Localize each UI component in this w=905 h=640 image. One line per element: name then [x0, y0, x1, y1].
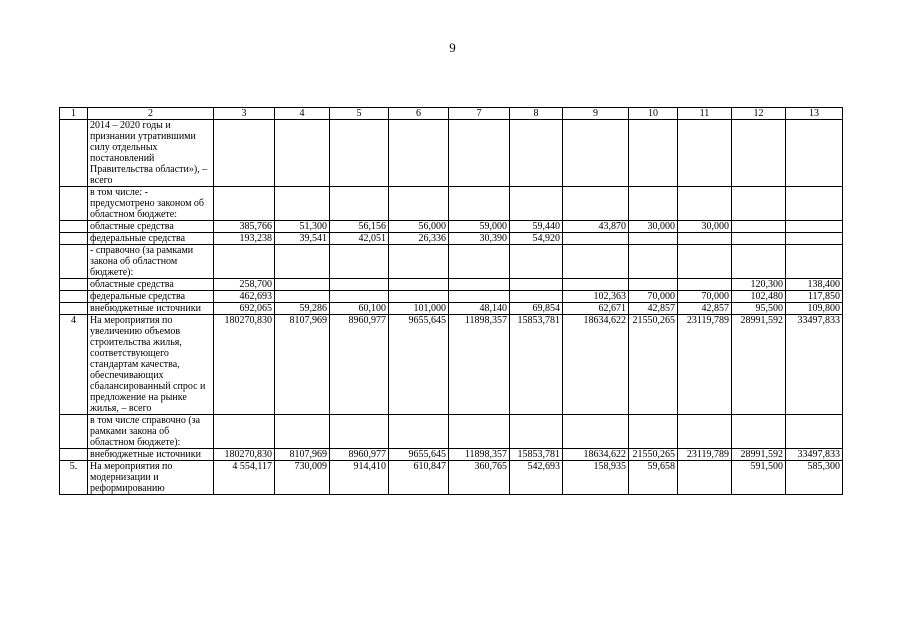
- value-cell: 33497,833: [786, 449, 843, 461]
- value-cell: [678, 233, 732, 245]
- row-description: федеральные средства: [88, 233, 214, 245]
- value-cell: [449, 279, 510, 291]
- value-cell: [786, 221, 843, 233]
- value-cell: [786, 415, 843, 449]
- value-cell: [449, 120, 510, 187]
- header-row: [60, 108, 843, 120]
- value-cell: 385,766: [214, 221, 275, 233]
- row-number: [60, 233, 88, 245]
- value-cell: [330, 415, 389, 449]
- value-cell: [678, 245, 732, 279]
- value-cell: 120,300: [732, 279, 786, 291]
- table-row: [60, 291, 843, 303]
- value-cell: [330, 245, 389, 279]
- value-cell: [275, 245, 330, 279]
- column-header: 13: [786, 108, 843, 120]
- value-cell: 23119,789: [678, 449, 732, 461]
- value-cell: 15853,781: [510, 449, 563, 461]
- value-cell: [510, 279, 563, 291]
- value-cell: 591,500: [732, 461, 786, 495]
- row-number: [60, 120, 88, 187]
- budget-table: [59, 107, 843, 495]
- value-cell: [678, 415, 732, 449]
- column-header: 2: [88, 108, 214, 120]
- row-description: областные средства: [88, 221, 214, 233]
- value-cell: [732, 415, 786, 449]
- value-cell: [510, 245, 563, 279]
- value-cell: [275, 415, 330, 449]
- value-cell: [214, 245, 275, 279]
- row-number: [60, 291, 88, 303]
- row-number: [60, 449, 88, 461]
- value-cell: 8107,969: [275, 449, 330, 461]
- value-cell: [786, 245, 843, 279]
- value-cell: [629, 415, 678, 449]
- value-cell: 9655,645: [389, 315, 449, 415]
- value-cell: 95,500: [732, 303, 786, 315]
- value-cell: 117,850: [786, 291, 843, 303]
- value-cell: [389, 187, 449, 221]
- value-cell: [563, 245, 629, 279]
- table-row: [60, 187, 843, 221]
- value-cell: 9655,645: [389, 449, 449, 461]
- row-description: - справочно (за рамками закона об областном бюджете):: [88, 245, 214, 279]
- value-cell: 8960,977: [330, 315, 389, 415]
- row-description: федеральные средства: [88, 291, 214, 303]
- value-cell: 18634,622: [563, 315, 629, 415]
- table-row: [60, 120, 843, 187]
- value-cell: 70,000: [678, 291, 732, 303]
- value-cell: [449, 291, 510, 303]
- value-cell: [330, 279, 389, 291]
- value-cell: [786, 233, 843, 245]
- value-cell: [389, 120, 449, 187]
- value-cell: [449, 415, 510, 449]
- value-cell: 56,156: [330, 221, 389, 233]
- table-row: [60, 233, 843, 245]
- value-cell: 730,009: [275, 461, 330, 495]
- table-row: [60, 279, 843, 291]
- column-header: 1: [60, 108, 88, 120]
- value-cell: 28991,592: [732, 315, 786, 415]
- value-cell: 8107,969: [275, 315, 330, 415]
- value-cell: [275, 120, 330, 187]
- value-cell: [214, 187, 275, 221]
- value-cell: [389, 415, 449, 449]
- value-cell: [214, 120, 275, 187]
- value-cell: 4 554,117: [214, 461, 275, 495]
- value-cell: [678, 461, 732, 495]
- value-cell: 11898,357: [449, 449, 510, 461]
- value-cell: [510, 415, 563, 449]
- value-cell: 109,800: [786, 303, 843, 315]
- value-cell: 30,000: [629, 221, 678, 233]
- value-cell: [563, 279, 629, 291]
- value-cell: 102,363: [563, 291, 629, 303]
- value-cell: [732, 120, 786, 187]
- value-cell: [563, 415, 629, 449]
- value-cell: 33497,833: [786, 315, 843, 415]
- value-cell: [563, 187, 629, 221]
- value-cell: 692,065: [214, 303, 275, 315]
- value-cell: 42,051: [330, 233, 389, 245]
- column-header: 5: [330, 108, 389, 120]
- value-cell: 15853,781: [510, 315, 563, 415]
- value-cell: 23119,789: [678, 315, 732, 415]
- value-cell: 180270,830: [214, 315, 275, 415]
- value-cell: 101,000: [389, 303, 449, 315]
- table-row: [60, 245, 843, 279]
- value-cell: [629, 187, 678, 221]
- value-cell: 70,000: [629, 291, 678, 303]
- value-cell: [678, 279, 732, 291]
- row-description: На мероприятия по модернизации и реформированию: [88, 461, 214, 495]
- value-cell: 59,658: [629, 461, 678, 495]
- value-cell: [510, 120, 563, 187]
- value-cell: 69,854: [510, 303, 563, 315]
- table-row: [60, 303, 843, 315]
- value-cell: 39,541: [275, 233, 330, 245]
- value-cell: [732, 187, 786, 221]
- value-cell: 43,870: [563, 221, 629, 233]
- value-cell: 360,765: [449, 461, 510, 495]
- value-cell: 21550,265: [629, 449, 678, 461]
- row-description: 2014 – 2020 годы и признании утратившими силу отдельных постановлений Правительства области»), – всего: [88, 120, 214, 187]
- value-cell: 11898,357: [449, 315, 510, 415]
- value-cell: [510, 291, 563, 303]
- table-row: [60, 221, 843, 233]
- value-cell: 8960,977: [330, 449, 389, 461]
- row-description: На мероприятия по увеличению объемов строительства жилья, соответствующего стандартам качества, обеспечивающих сбалансированный спрос и предложение на рынке жилья, – всего: [88, 315, 214, 415]
- value-cell: 193,238: [214, 233, 275, 245]
- value-cell: [732, 245, 786, 279]
- value-cell: 28991,592: [732, 449, 786, 461]
- row-number: [60, 187, 88, 221]
- value-cell: 42,857: [629, 303, 678, 315]
- value-cell: 48,140: [449, 303, 510, 315]
- column-header: 10: [629, 108, 678, 120]
- value-cell: 462,693: [214, 291, 275, 303]
- value-cell: 258,700: [214, 279, 275, 291]
- value-cell: 54,920: [510, 233, 563, 245]
- value-cell: 21550,265: [629, 315, 678, 415]
- value-cell: [449, 187, 510, 221]
- value-cell: 60,100: [330, 303, 389, 315]
- value-cell: 180270,830: [214, 449, 275, 461]
- column-header: 12: [732, 108, 786, 120]
- table-row: [60, 461, 843, 495]
- row-description: в том числе: - предусмотрено законом об областном бюджете:: [88, 187, 214, 221]
- value-cell: 610,847: [389, 461, 449, 495]
- value-cell: [330, 291, 389, 303]
- value-cell: 18634,622: [563, 449, 629, 461]
- value-cell: [389, 291, 449, 303]
- value-cell: 542,693: [510, 461, 563, 495]
- value-cell: 914,410: [330, 461, 389, 495]
- value-cell: 59,000: [449, 221, 510, 233]
- column-header: 8: [510, 108, 563, 120]
- row-number: [60, 303, 88, 315]
- row-description: внебюджетные источники: [88, 449, 214, 461]
- row-number: [60, 221, 88, 233]
- value-cell: [563, 120, 629, 187]
- column-header: 9: [563, 108, 629, 120]
- value-cell: 59,440: [510, 221, 563, 233]
- value-cell: 51,300: [275, 221, 330, 233]
- value-cell: 56,000: [389, 221, 449, 233]
- value-cell: 59,286: [275, 303, 330, 315]
- table-row: [60, 315, 843, 415]
- row-number: 4: [60, 315, 88, 415]
- value-cell: 30,390: [449, 233, 510, 245]
- column-header: 3: [214, 108, 275, 120]
- value-cell: [629, 233, 678, 245]
- value-cell: [275, 279, 330, 291]
- table-row: [60, 415, 843, 449]
- row-number: [60, 415, 88, 449]
- value-cell: [629, 279, 678, 291]
- row-number: [60, 279, 88, 291]
- value-cell: 138,400: [786, 279, 843, 291]
- value-cell: [678, 187, 732, 221]
- value-cell: 26,336: [389, 233, 449, 245]
- value-cell: 62,671: [563, 303, 629, 315]
- column-header: 11: [678, 108, 732, 120]
- value-cell: 585,300: [786, 461, 843, 495]
- value-cell: [732, 221, 786, 233]
- value-cell: [629, 245, 678, 279]
- column-header: 6: [389, 108, 449, 120]
- value-cell: [629, 120, 678, 187]
- value-cell: 158,935: [563, 461, 629, 495]
- row-number: 5.: [60, 461, 88, 495]
- value-cell: 42,857: [678, 303, 732, 315]
- row-description: в том числе справочно (за рамками закона об областном бюджете):: [88, 415, 214, 449]
- value-cell: [330, 120, 389, 187]
- value-cell: [510, 187, 563, 221]
- page-number: 9: [449, 40, 456, 55]
- value-cell: [678, 120, 732, 187]
- value-cell: [214, 415, 275, 449]
- value-cell: 30,000: [678, 221, 732, 233]
- value-cell: [389, 279, 449, 291]
- column-header: 4: [275, 108, 330, 120]
- value-cell: [449, 245, 510, 279]
- value-cell: 102,480: [732, 291, 786, 303]
- value-cell: [786, 120, 843, 187]
- row-description: областные средства: [88, 279, 214, 291]
- value-cell: [330, 187, 389, 221]
- value-cell: [389, 245, 449, 279]
- row-description: внебюджетные источники: [88, 303, 214, 315]
- column-header: 7: [449, 108, 510, 120]
- table-row: [60, 449, 843, 461]
- row-number: [60, 245, 88, 279]
- value-cell: [732, 233, 786, 245]
- value-cell: [563, 233, 629, 245]
- value-cell: [275, 187, 330, 221]
- value-cell: [275, 291, 330, 303]
- value-cell: [786, 187, 843, 221]
